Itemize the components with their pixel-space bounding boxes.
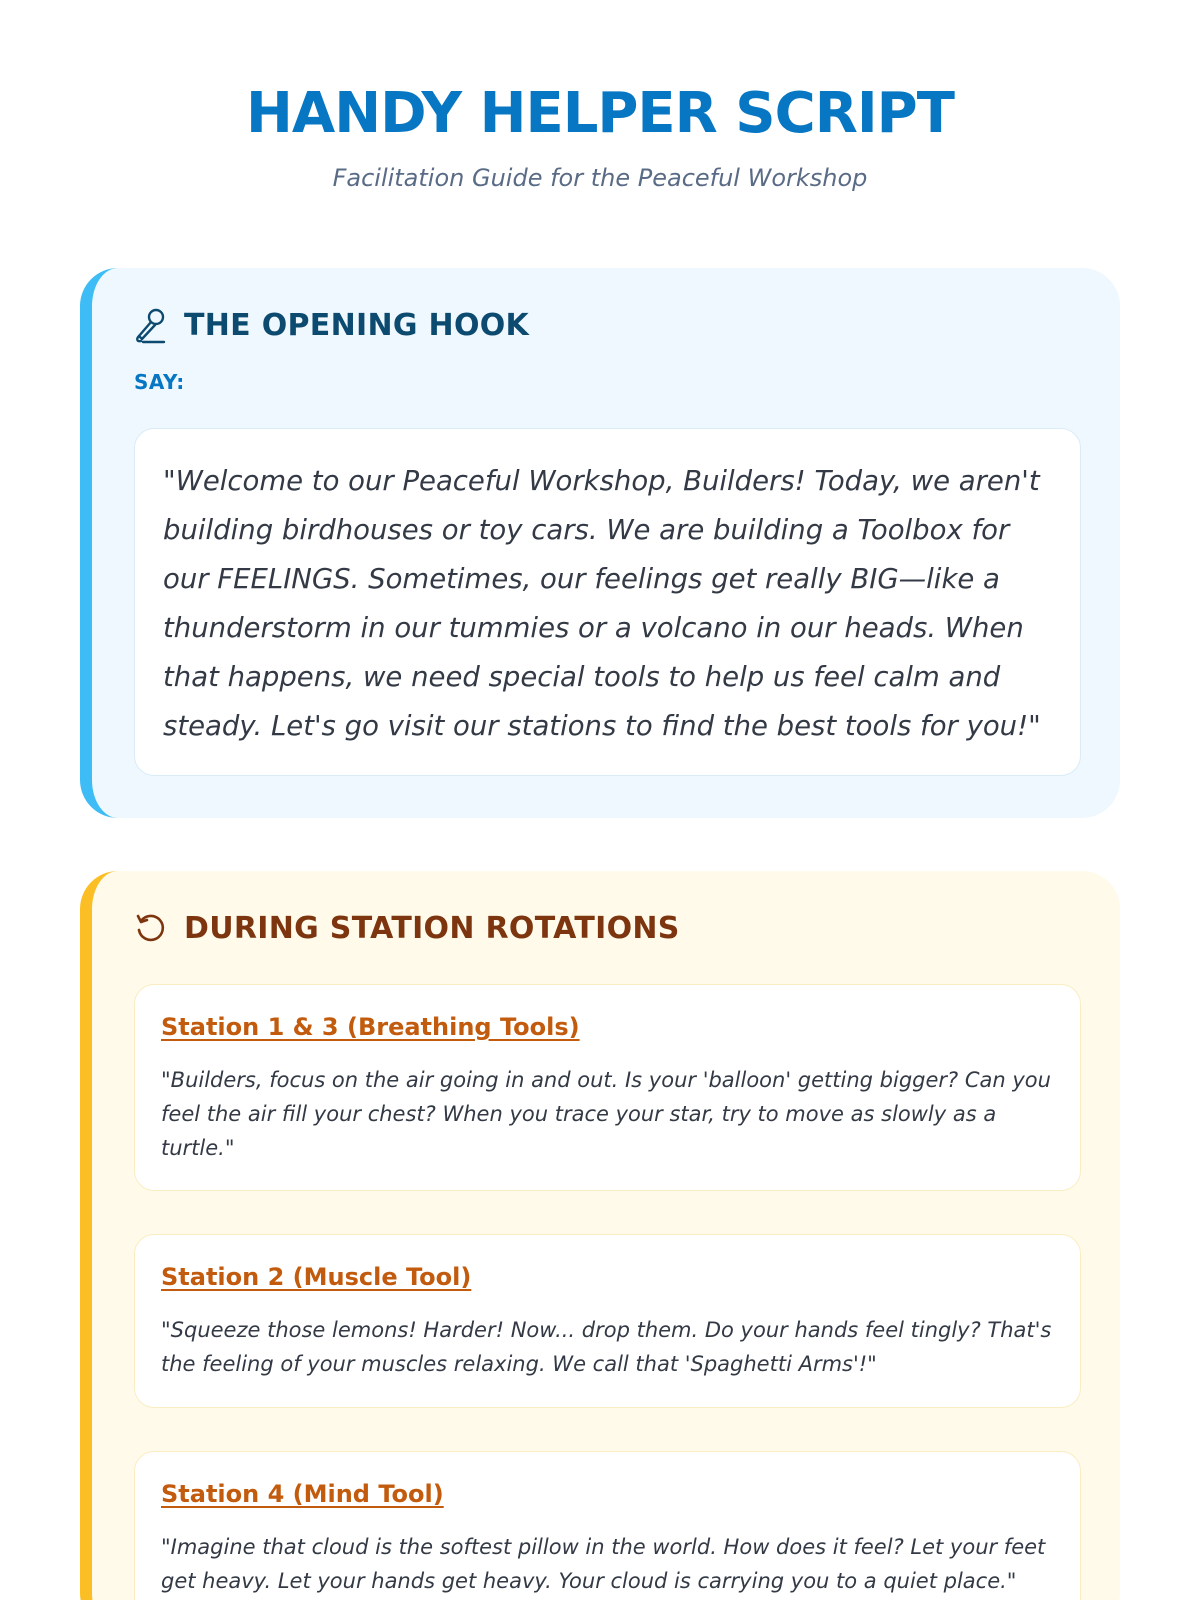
station-card xyxy=(134,1234,1081,1408)
station-rotations-section xyxy=(80,871,1120,1600)
opening-hook-header xyxy=(134,306,529,344)
page-subtitle: Facilitation Guide for the Peaceful Workshop xyxy=(332,164,868,192)
station-card xyxy=(134,1451,1081,1600)
station-rotations-header xyxy=(134,911,680,946)
page-title: HANDY HELPER SCRIPT xyxy=(246,81,954,146)
opening-hook-title: THE OPENING HOOK xyxy=(184,307,530,343)
station-text: "Squeeze those lemons! Harder! Now... drop them. Do your hands feel tingly? That's the feeling of your muscles relaxing. We call that 'Spaghetti Arms'!" xyxy=(161,1318,1052,1376)
station-text: "Imagine that cloud is the softest pillow in the world. How does it feel? Let your feet get heavy. Let your hands get heavy. Your cloud is carrying you to a quiet place." xyxy=(161,1535,1046,1593)
opening-hook-section xyxy=(80,268,1120,818)
opening-quote-box xyxy=(134,428,1081,776)
rotate-icon xyxy=(134,912,168,946)
opening-quote-text: "Welcome to our Peaceful Workshop, Builders! Today, we aren't building birdhouses or toy cars. We are building a Toolbox for our FEELINGS. Sometimes, our feelings get really BIG—like a thunderstorm in our tummies or a volcano in our heads. When that happens, we need special tools to help us feel calm and steady. Let's go visit our stations to find the best tools for you!" xyxy=(163,465,1041,742)
station-text: "Builders, focus on the air going in and out. Is your 'balloon' getting bigger? Can you feel the air fill your chest? When you trace your star, try to move as slowly as a turtle." xyxy=(161,1068,1051,1160)
station-rotations-title: DURING STATION ROTATIONS xyxy=(184,911,680,946)
station-title: Station 1 & 3 (Breathing Tools) xyxy=(161,1013,580,1041)
station-title: Station 4 (Mind Tool) xyxy=(161,1480,444,1508)
say-label: SAY: xyxy=(134,370,185,394)
station-title: Station 2 (Muscle Tool) xyxy=(161,1263,472,1291)
microphone-icon xyxy=(134,306,168,344)
station-card xyxy=(134,984,1081,1191)
page-header xyxy=(0,0,1200,192)
